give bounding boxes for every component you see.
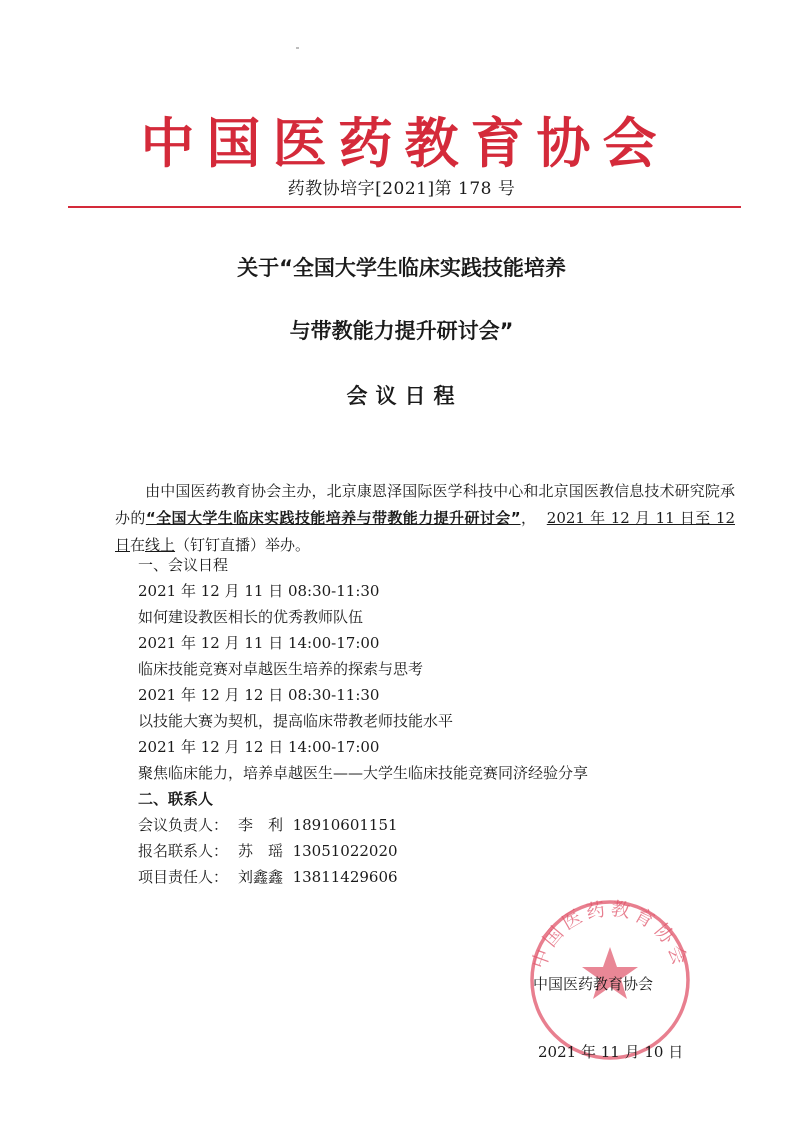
schedule-time: 2021 年 12 月 12 日 08:30-11:30 [138, 686, 380, 704]
contact-row [138, 839, 398, 863]
title-line-3: 会议日程 [346, 384, 463, 408]
title-line-2: 与带教能力提升研讨会” [289, 319, 514, 343]
contact-name: 李 利 [238, 816, 284, 834]
contact-label: 项目责任人： [138, 868, 229, 886]
contact-name: 刘鑫鑫 [238, 868, 284, 886]
contact-phone: 13051022020 [292, 842, 398, 860]
document-number: 药教协培字[2021]第 178 号 [287, 179, 516, 199]
intro-part-3: （钉钉直播）举办。 [175, 536, 311, 554]
intro-sep: ， [520, 509, 537, 527]
contact-phone: 13811429606 [292, 868, 398, 886]
contact-label: 报名联系人： [138, 842, 229, 860]
seal-text: 中国医药教育协会 [528, 897, 692, 972]
schedule-topic: 聚焦临床能力，培养卓越医生——大学生临床技能竞赛同济经验分享 [138, 764, 589, 782]
signature-org: 中国医药教育协会 [533, 975, 654, 993]
scan-speck [296, 47, 299, 49]
contact-name: 苏 瑶 [238, 842, 284, 860]
intro-part-1: 由中国医药教育协会主办，北京康恩泽国际医学科技中心和北京国医教信息技术研究院承办的 [115, 482, 735, 527]
signature-date: 2021 年 11 月 10 日 [538, 1043, 684, 1061]
schedule-topic: 如何建设教医相长的优秀教师队伍 [138, 608, 364, 626]
schedule-topic: 以技能大赛为契机，提高临床带教老师技能水平 [138, 712, 454, 730]
meeting-name: “全国大学生临床实践技能培养与带教能力提升研讨会” [145, 509, 521, 527]
schedule-topic: 临床技能竞赛对卓越医生培养的探索与思考 [138, 660, 424, 678]
intro-paragraph [115, 478, 735, 559]
schedule-time: 2021 年 12 月 12 日 14:00-17:00 [138, 738, 380, 756]
schedule-heading: 一、会议日程 [138, 556, 229, 574]
contacts-heading: 二、联系人 [138, 790, 214, 808]
date-range: 2021 年 12 月 11 日至 12 日 [115, 509, 735, 554]
meeting-mode: 线上 [145, 536, 176, 554]
contact-row [138, 813, 398, 837]
schedule-time: 2021 年 12 月 11 日 08:30-11:30 [138, 582, 380, 600]
title-line-1: 关于“全国大学生临床实践技能培养 [237, 256, 566, 280]
contact-row [138, 865, 398, 889]
contact-phone: 18910601151 [292, 816, 398, 834]
org-title: 中国医药教育协会 [140, 112, 669, 175]
intro-part-2: 在 [130, 536, 146, 554]
red-divider [68, 206, 741, 208]
contact-label: 会议负责人： [138, 816, 229, 834]
schedule-time: 2021 年 12 月 11 日 14:00-17:00 [138, 634, 380, 652]
